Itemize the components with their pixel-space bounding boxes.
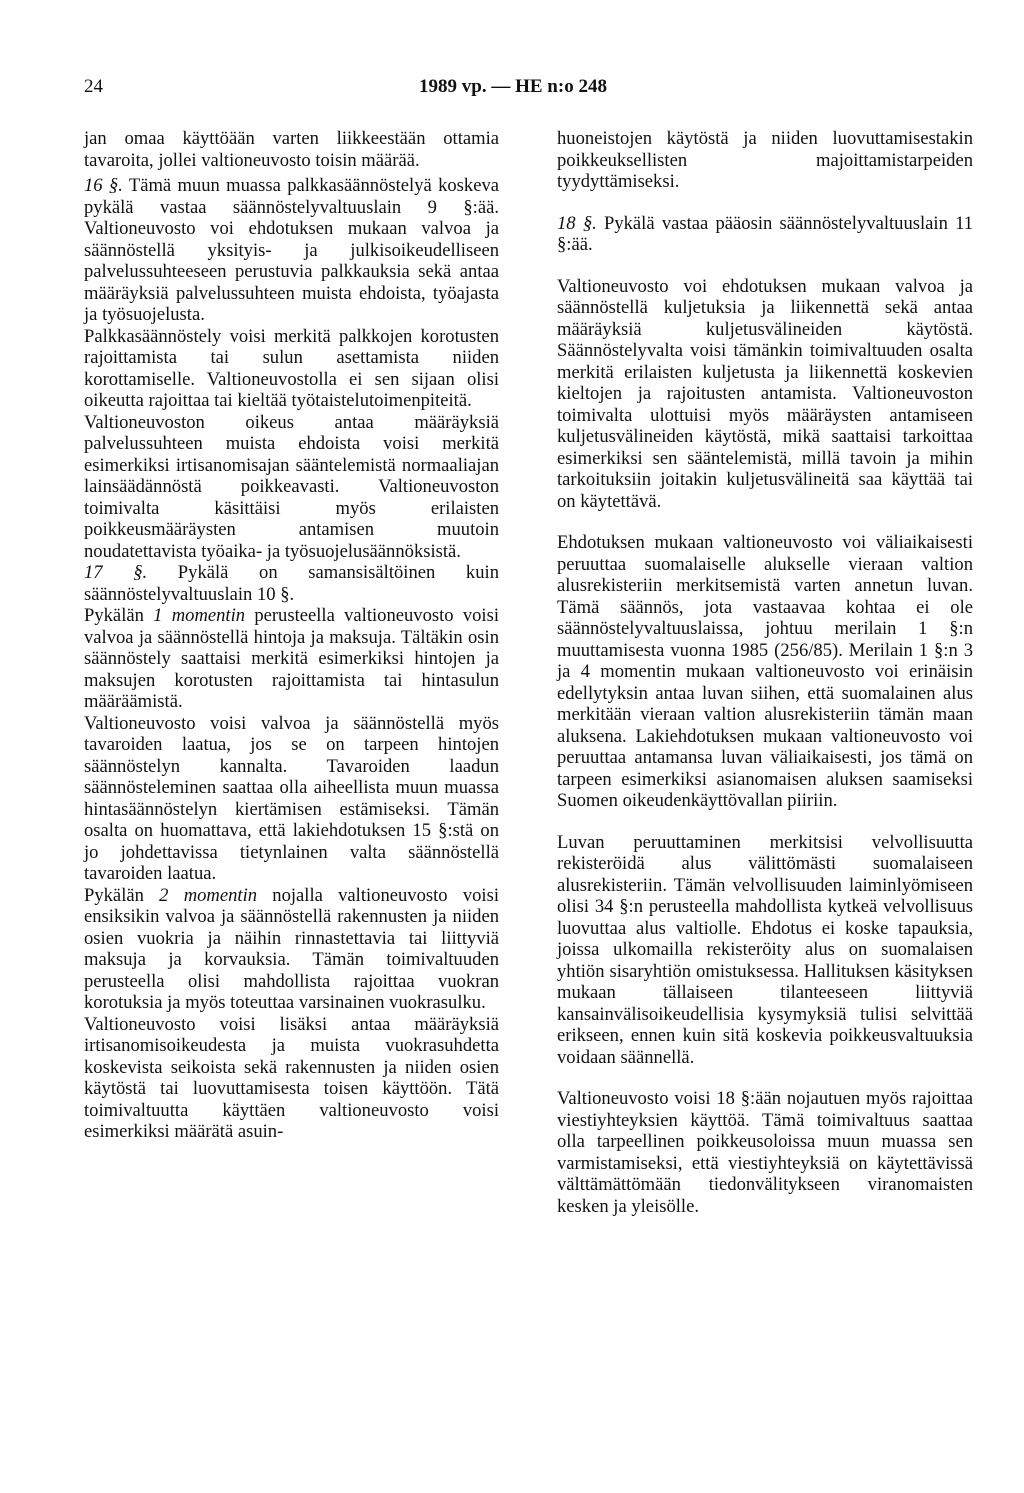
paragraph xyxy=(84,605,499,713)
paragraph: Valtioneuvosto voisi lisäksi antaa määräyksiä irtisanomisoikeudesta ja muista vuokrasuhdetta koskevista seikoista sekä rakennusten ja niiden osien käytöstä tai luovuttamisesta toisen käyttöön. Tätä toimivaltuutta käyttäen valtioneuvosto voisi esimerkiksi määrätä asuin- xyxy=(84,1013,499,1142)
paragraph: Ehdotuksen mukaan valtioneuvosto voi väliaikaisesti peruuttaa suomalaiselle alukselle vieraan valtion alusrekisteriin merkitsemistä varten annetun luvan. Tämä säännös, jota vastaavaa kohtaa ei ole säännöstelyvaltuuslaissa, johtuu merilain 1 §:n muuttamisesta vuonna 1985 (256/85). Merilain 1 §:n 3 ja 4 momentin mukaan valtioneuvosto voi erinäisin edellytyksin antaa luvan siihen, että suomalainen alus merkitään vieraan valtion alusrekisteriin tämän maan aluksena. Lakiehdotuksen mukaan valtioneuvosto voi peruuttaa antamansa luvan väliaikaisesti, jos tämä on tarpeen esimerkiksi asianomaisen aluksen saamiseksi Suomen oikeudenkäyttövallan piiriin. xyxy=(557,532,973,811)
text-run: Pykälän xyxy=(84,884,160,906)
running-head-separator: — xyxy=(491,76,511,97)
running-head xyxy=(84,76,942,98)
text-run: nojalla valtioneuvosto voisi ensiksikin valvoa ja säännöstellä rakennusten ja niiden osien vuokria ja näihin rinnastettavia tai liittyviä maksuja ja korvauksia. Tämän toimivaltuuden perusteella olisi mahdollista rajoittaa vuokran korotuksia ja myös toteuttaa varsinainen vuokrasulku. xyxy=(84,884,499,1013)
paragraph-section-17 xyxy=(84,562,499,605)
paragraph: jan omaa käyttöään varten liikkeestään ottamia tavaroita, jollei valtioneuvosto toisin määrää. xyxy=(84,128,499,171)
paragraph xyxy=(84,885,499,1014)
running-head-year: 1989 vp. xyxy=(419,76,487,97)
text-run: Pykälän xyxy=(84,605,154,626)
paragraph: huoneistojen käytöstä ja niiden luovuttamisestakin poikkeuksellisten majoittamistarpeiden tyydyttämiseksi. xyxy=(557,128,973,192)
text-run: perusteella valtioneuvosto voisi valvoa ja säännöstellä hintoja ja maksuja. Tältäkin osin säännöstely saattaisi merkitä esimerkiksi hintojen ja maksujen korotusten rajoittamista tai hintasulun määräämistä. xyxy=(84,605,500,712)
paragraph-section-16 xyxy=(84,175,499,326)
paragraph: Palkkasäännöstely voisi merkitä palkkojen korotusten rajoittamista tai sulun asettamista niiden korottamiselle. Valtioneuvostolla ei sen sijaan olisi oikeutta rajoittaa tai kieltää työtaistelutoimenpiteitä. xyxy=(84,325,499,411)
paragraph: Valtioneuvosto voisi valvoa ja säännöstellä myös tavaroiden laatua, jos se on tarpeen hintojen säännöstelyn kannalta. Tavaroiden laadun säännösteleminen saattaa olla aiheellista muun muassa hintasäännöstelyn kiertämisen estämiseksi. Tämän osalta on huomattava, että lakiehdotuksen 15 §:stä on jo johdettavissa tietynlainen valta säännöstellä tavaroiden laatua. xyxy=(84,712,499,884)
paragraph: Valtioneuvoston oikeus antaa määräyksiä palvelussuhteen muista ehdoista voisi merkitä esimerkiksi irtisanomisajan sääntelemistä normaaliajan lainsäädännöstä poikkeavasti. Valtioneuvoston toimivalta käsittäisi myös erilaisten poikkeusmääräysten antamisen muutoin noudatettavista työaika- ja työsuojelusäännöksistä. xyxy=(84,411,499,562)
page-header xyxy=(84,76,942,106)
paragraph-section-18 xyxy=(557,213,973,256)
page-number: 24 xyxy=(84,76,103,97)
section-label: 16 §. xyxy=(84,175,123,196)
section-label: 17 §. xyxy=(84,562,148,583)
running-head-doc-id: HE n:o 248 xyxy=(515,76,607,97)
section-text: Tämä muun muassa palkkasäännöstelyä koskeva pykälä vastaa säännöstelyvaltuuslain 9 §:ää. Valtioneuvosto voi ehdotuksen mukaan valvoa ja säännöstellä yksityis- ja julkisoikeudelliseen palvelussuhteeseen perustuvia palkkauksia sekä antaa määräyksiä palvelussuhteen muista ehdoista, työajasta ja työsuojelusta. xyxy=(84,175,499,325)
paragraph: Valtioneuvosto voi ehdotuksen mukaan valvoa ja säännöstellä kuljetuksia ja liikennettä sekä antaa määräyksiä kuljetusvälineiden käytöstä. Säännöstelyvalta voisi tämänkin toimivaltuuden osalta merkitä erilaisten kuljetusta ja liikennettä koskevien kieltojen ja rajoitusten antamista. Valtioneuvoston toimivalta ulottuisi myös määräysten antamiseen kuljetusvälineiden käytöstä, mikä saattaisi tarkoittaa esimerkiksi sen sääntelemistä, millä tavoin ja mihin tarkoituksiin joitakin kuljetusvälineitä saa käyttää tai on käytettävä. xyxy=(557,275,973,512)
section-text: Pykälä vastaa pääosin säännöstelyvaltuuslain 11 §:ää. xyxy=(557,212,973,255)
section-label: 18 §. xyxy=(557,212,597,234)
paragraph: Valtioneuvosto voisi 18 §:ään nojautuen myös rajoittaa viestiyhteyksien käyttöä. Tämä toimivaltuus saattaa olla tarpeellinen poikkeusoloissa muun muassa sen varmistamiseksi, että viestiyhteyksiä on käytettävissä välttämättömään tiedonvälitykseen viranomaisten kesken ja yleisölle. xyxy=(557,1088,973,1217)
section-text: Pykälä on samansisältöinen kuin säännöstelyvaltuuslain 10 §. xyxy=(84,562,499,605)
paragraph: Luvan peruuttaminen merkitsisi velvollisuutta rekisteröidä alus välittömästi suomalaiseen alusrekisteriin. Tämän velvollisuuden laiminlyömiseen olisi 34 §:n perusteella mahdollista kytkeä velvollisuus luovuttaa alus valtiolle. Ehdotus ei koske tapauksia, joissa ulkomailla rekisteröity alus on suomalaisen yhtiön sisaryhtiön omistuksessa. Hallituksen käsityksen mukaan tällaiseen tilanteeseen liittyviä kansainvälisoikeudellisia kysymyksiä tulisi selvittää erikseen, ennen kuin sitä koskevia poikkeusvaltuuksia voidaan säännellä. xyxy=(557,831,973,1068)
right-column xyxy=(557,128,973,1217)
left-column xyxy=(84,128,499,1143)
emphasis: 1 momentin xyxy=(153,605,246,626)
emphasis: 2 momentin xyxy=(159,884,258,906)
